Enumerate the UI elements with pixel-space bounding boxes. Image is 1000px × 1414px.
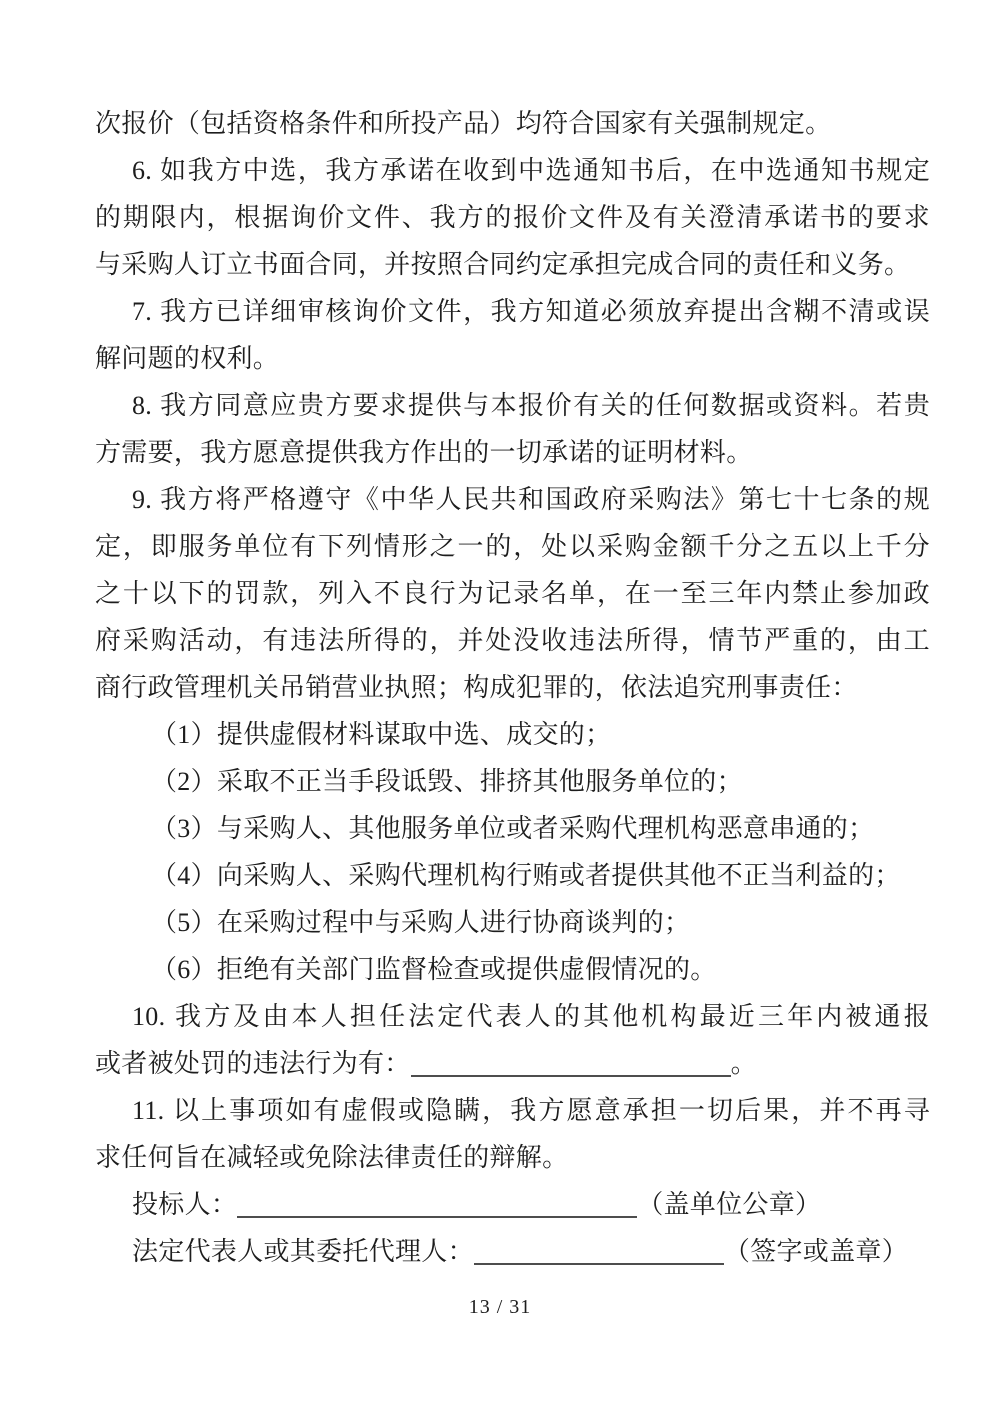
para-8-line-1 — [95, 382, 930, 429]
para-5-continuation — [95, 100, 930, 147]
text-run: 的期限内，根据询价文件、我方的报价文件及有关澄清承诺书的要求 — [95, 203, 930, 232]
sub-item-2 — [95, 758, 930, 805]
legal-rep-signature-line — [95, 1228, 930, 1275]
para-9-line-3 — [95, 570, 930, 617]
text-run: 。 — [730, 1049, 757, 1078]
sub-item-5 — [95, 899, 930, 946]
text-run: 法定代表人或其委托代理人： — [132, 1237, 474, 1266]
bidder-signature-line — [95, 1181, 930, 1228]
text-run: 之十以下的罚款，列入不良行为记录名单，在一至三年内禁止参加政 — [95, 579, 930, 608]
text-run: 10. 我方及由本人担任法定代表人的其他机构最近三年内被通报 — [132, 1002, 930, 1031]
para-9-line-5 — [95, 664, 930, 711]
text-run: 府采购活动，有违法所得的，并处没收违法所得，情节严重的，由工 — [95, 626, 930, 655]
para-9-line-1 — [95, 476, 930, 523]
document-content — [95, 100, 930, 1275]
page-number-footer: 13 / 31 — [468, 1296, 532, 1318]
text-run: 6. 如我方中选，我方承诺在收到中选通知书后，在中选通知书规定 — [132, 156, 930, 185]
para-6-line-1 — [95, 147, 930, 194]
para-9-line-2 — [95, 523, 930, 570]
text-run: 投标人： — [132, 1190, 238, 1219]
text-run: 9. 我方将严格遵守《中华人民共和国政府采购法》第七十七条的规 — [132, 485, 930, 514]
sub-item-3 — [95, 805, 930, 852]
fill-in-blank — [474, 1245, 724, 1265]
text-run: （盖单位公章） — [637, 1190, 822, 1219]
text-run: 定，即服务单位有下列情形之一的，处以采购金额千分之五以上千分 — [95, 532, 930, 561]
para-9-line-4 — [95, 617, 930, 664]
text-run: 商行政管理机关吊销营业执照；构成犯罪的，依法追究刑事责任： — [95, 673, 858, 702]
text-run: （4）向采购人、采购代理机构行贿或者提供其他不正当利益的； — [151, 861, 901, 890]
text-run: （6）拒绝有关部门监督检查或提供虚假情况的。 — [151, 955, 717, 984]
text-run: 求任何旨在减轻或免除法律责任的辩解。 — [95, 1143, 569, 1172]
text-run: 11. 以上事项如有虚假或隐瞒，我方愿意承担一切后果，并不再寻 — [132, 1096, 930, 1125]
para-10-line-1 — [95, 993, 930, 1040]
para-8-line-2 — [95, 429, 930, 476]
text-run: （签字或盖章） — [723, 1237, 909, 1266]
text-run: 方需要，我方愿意提供我方作出的一切承诺的证明材料。 — [95, 438, 753, 467]
para-7-line-1 — [95, 288, 930, 335]
text-run: （3）与采购人、其他服务单位或者采购代理机构恶意串通的； — [151, 814, 875, 843]
text-run: 或者被处罚的违法行为有： — [95, 1049, 411, 1078]
para-11-line-2 — [95, 1134, 930, 1181]
para-6-line-3 — [95, 241, 930, 288]
text-run: 与采购人订立书面合同，并按照合同约定承担完成合同的责任和义务。 — [95, 250, 911, 279]
para-7-line-2 — [95, 335, 930, 382]
para-11-line-1 — [95, 1087, 930, 1134]
para-6-line-2 — [95, 194, 930, 241]
text-run: （5）在采购过程中与采购人进行协商谈判的； — [151, 908, 691, 937]
text-run: 次报价（包括资格条件和所投产品）均符合国家有关强制规定。 — [95, 109, 832, 138]
fill-in-blank — [237, 1198, 637, 1218]
text-run: （1）提供虚假材料谋取中选、成交的； — [151, 720, 612, 749]
text-run: 7. 我方已详细审核询价文件，我方知道必须放弃提出含糊不清或误 — [132, 297, 930, 326]
fill-in-blank — [411, 1057, 731, 1077]
sub-item-4 — [95, 852, 930, 899]
text-run: 解问题的权利。 — [95, 344, 280, 373]
sub-item-6 — [95, 946, 930, 993]
para-10-violations-fill-line — [95, 1040, 930, 1087]
text-run: （2）采取不正当手段诋毁、排挤其他服务单位的； — [151, 767, 743, 796]
text-run: 8. 我方同意应贵方要求提供与本报价有关的任何数据或资料。若贵 — [132, 391, 930, 420]
sub-item-1 — [95, 711, 930, 758]
